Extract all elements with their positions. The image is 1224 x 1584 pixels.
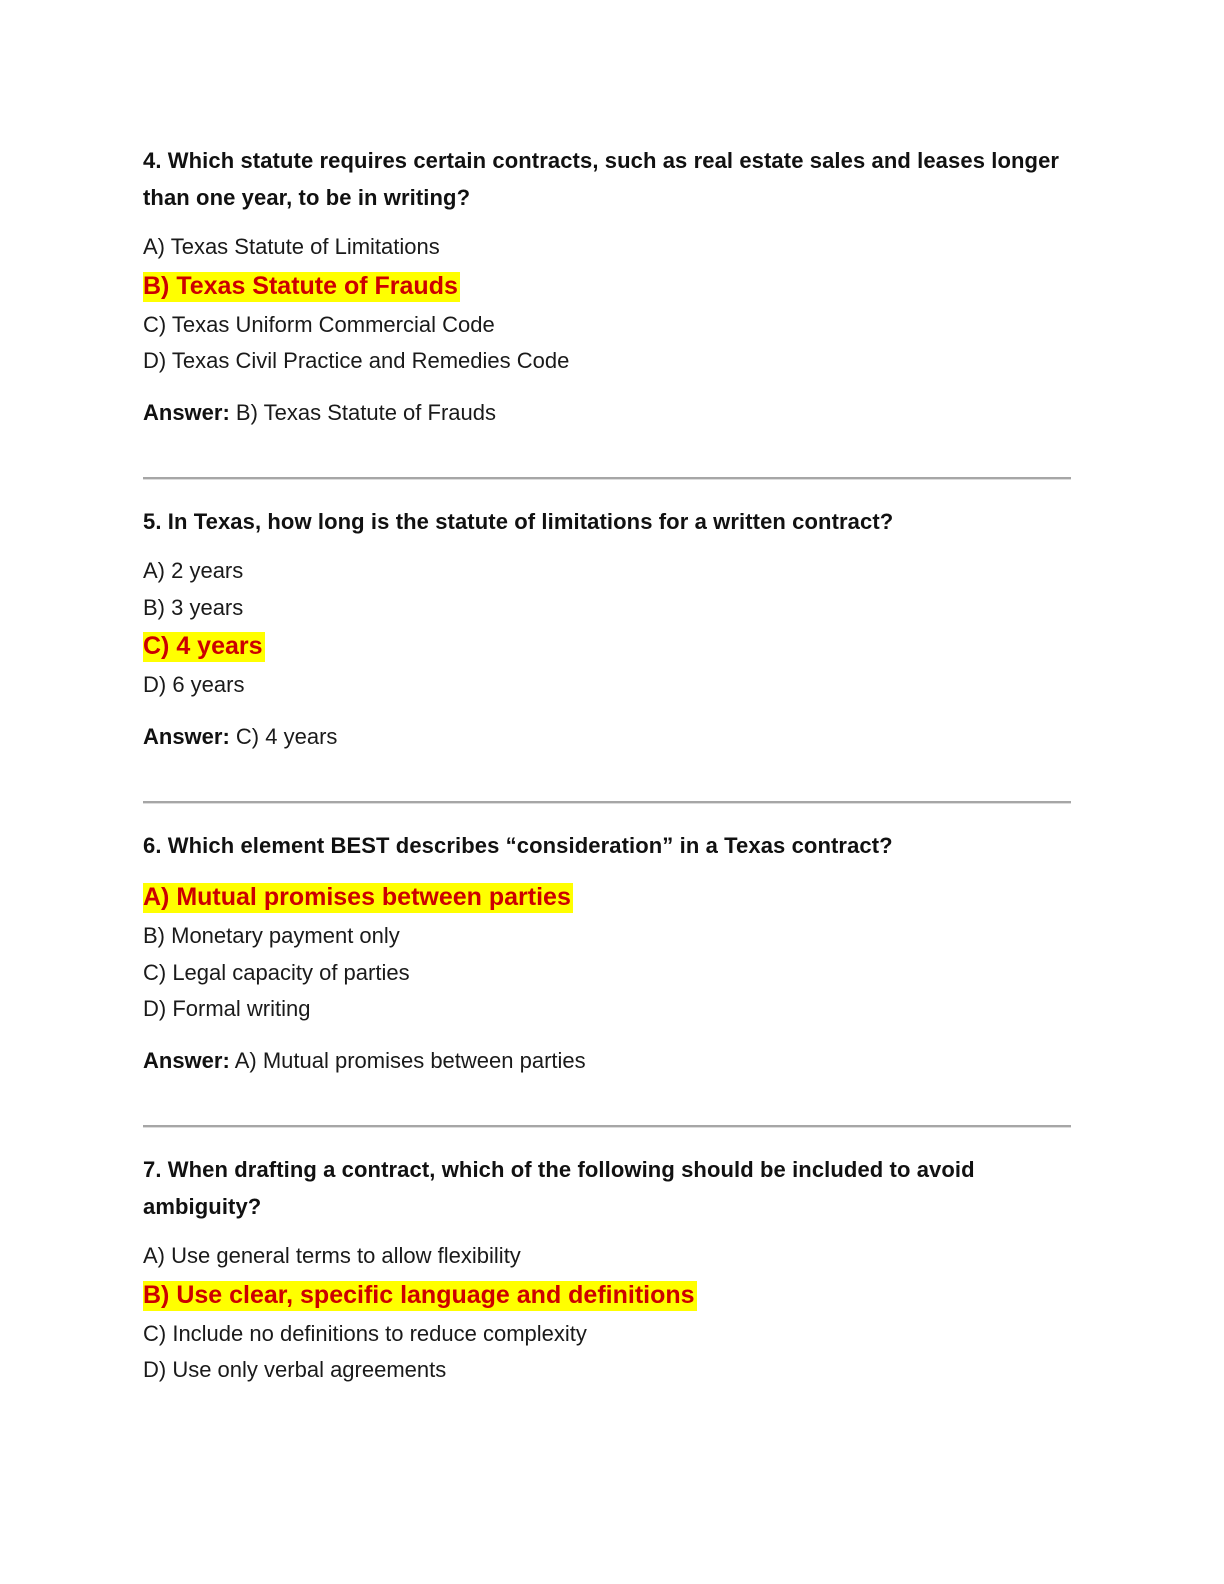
answer-line [143, 719, 1071, 755]
option-b: B) Monetary payment only [143, 923, 400, 948]
option-list [143, 553, 1071, 704]
option-a-correct: A) Mutual promises between parties [143, 883, 571, 911]
option-list [143, 877, 1071, 1028]
question-text: 6. Which element BEST describes “consideration” in a Texas contract? [143, 833, 893, 858]
question-text: 7. When drafting a contract, which of the following should be included to avoid ambiguity? [143, 1157, 975, 1219]
option-c: C) Legal capacity of parties [143, 959, 410, 985]
option-b: B) 3 years [143, 594, 244, 620]
option-d: D) Formal writing [143, 996, 311, 1021]
option-a: A) Use general terms to allow flexibility [143, 1243, 521, 1268]
option-c-correct: C) 4 years [143, 632, 263, 660]
answer-label: Answer: [143, 1047, 230, 1073]
option-c: C) Texas Uniform Commercial Code [143, 311, 495, 337]
answer-line [143, 1043, 1071, 1079]
question-4 [143, 142, 1071, 431]
answer-value: B) Texas Statute of Frauds [235, 399, 496, 425]
question-6 [143, 827, 1071, 1079]
section-divider [143, 1125, 1071, 1127]
option-list [143, 229, 1071, 380]
question-5 [143, 503, 1071, 755]
section-divider [143, 801, 1071, 803]
option-b-correct: B) Texas Statute of Frauds [143, 271, 458, 300]
option-c: C) Include no definitions to reduce complexity [143, 1320, 587, 1346]
option-d: D) Use only verbal agreements [143, 1357, 447, 1382]
section-divider [143, 477, 1071, 479]
option-a: A) 2 years [143, 558, 244, 583]
answer-label: Answer: [143, 399, 230, 425]
answer-value: C) 4 years [235, 723, 338, 749]
question-text: 5. In Texas, how long is the statute of limitations for a written contract? [143, 509, 894, 534]
option-d: D) 6 years [143, 672, 245, 697]
option-list [143, 1238, 1071, 1389]
answer-label: Answer: [143, 723, 230, 749]
option-b-correct: B) Use clear, specific language and definitions [143, 1280, 695, 1309]
answer-value: A) Mutual promises between parties [234, 1047, 586, 1073]
answer-line [143, 395, 1071, 431]
question-7 [143, 1151, 1071, 1389]
option-a: A) Texas Statute of Limitations [143, 234, 440, 259]
option-d: D) Texas Civil Practice and Remedies Code [143, 348, 570, 373]
question-text: 4. Which statute requires certain contracts, such as real estate sales and leases longer than one year, to be in writing? [143, 148, 1060, 210]
